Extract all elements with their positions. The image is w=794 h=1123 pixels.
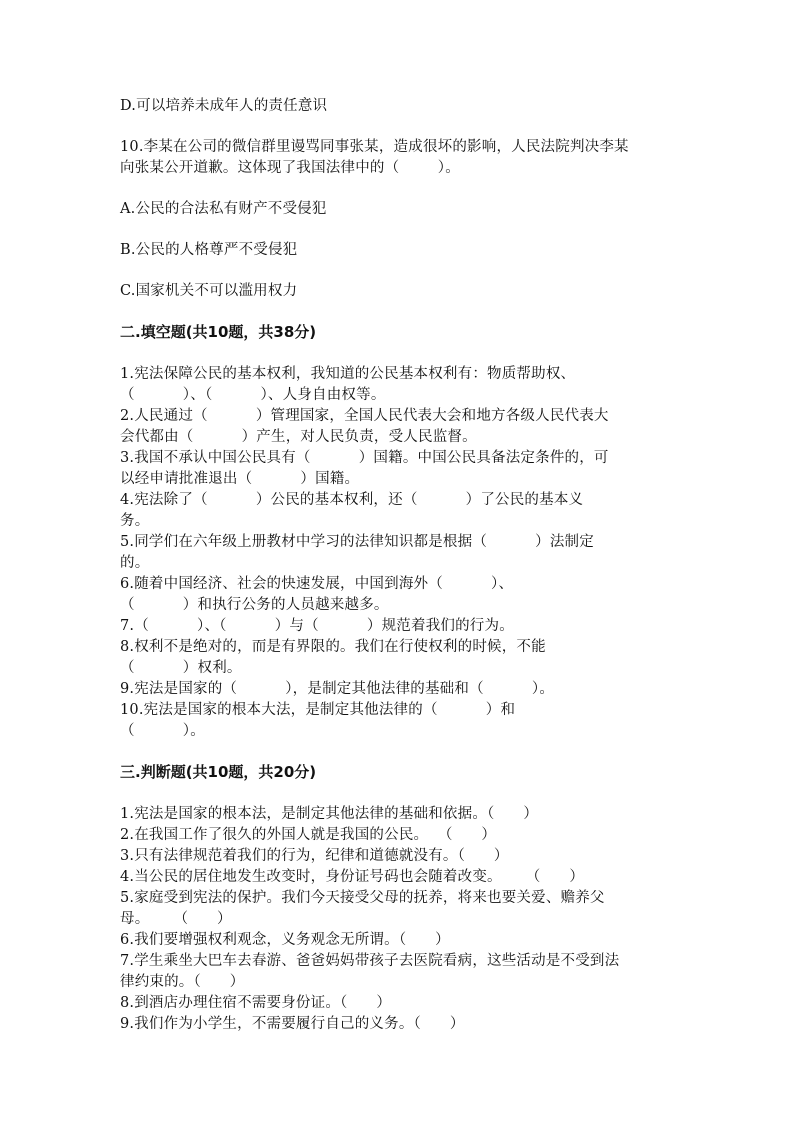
judge-line: 7.学生乘坐大巴车去春游、爸爸妈妈带孩子去医院看病，这些活动是不受到法 — [120, 953, 620, 969]
q9-option-d: D.可以培养未成年人的责任意识 — [120, 98, 328, 114]
section2-questions — [120, 364, 680, 742]
judge-line: 9.我们作为小学生，不需要履行自己的义务。（ ） — [120, 1016, 465, 1032]
q10-option-c: C.国家机关不可以滥用权力 — [120, 283, 298, 299]
q10-stem-line2: 向张某公开道歉。这体现了我国法律中的（ ）。 — [120, 160, 460, 176]
q10-option-b: B.公民的人格尊严不受侵犯 — [120, 242, 298, 258]
fill-line: 6.随着中国经济、社会的快速发展，中国到海外（ ）、 — [120, 576, 514, 592]
judge-line: 母。 （ ） — [120, 911, 232, 927]
judge-line: 6.我们要增强权利观念，义务观念无所谓。（ ） — [120, 932, 450, 948]
fill-line: （ ）和执行公务的人员越来越多。 — [120, 597, 389, 613]
section3-questions — [120, 804, 680, 1035]
judge-line: 3.只有法律规范着我们的行为，纪律和道德就没有。（ ） — [120, 848, 509, 864]
q10-option-a: A.公民的合法私有财产不受侵犯 — [120, 201, 327, 217]
q10-stem-line1: 10.李某在公司的微信群里谩骂同事张某，造成很坏的影响，人民法院判决李某 — [120, 139, 629, 155]
fill-line: 5.同学们在六年级上册教材中学习的法律知识都是根据（ ）法制定 — [120, 534, 594, 550]
judge-line: 5.家庭受到宪法的保护。我们今天接受父母的抚养，将来也要关爱、赡养父 — [120, 890, 605, 906]
exam-page — [120, 96, 680, 1035]
fill-line: 务。 — [120, 513, 150, 529]
fill-line: 7.（ ）、（ ）与（ ）规范着我们的行为。 — [120, 618, 514, 634]
fill-line: 以经申请批准退出（ ）国籍。 — [120, 471, 360, 487]
fill-line: 会代都由（ ）产生，对人民负责，受人民监督。 — [120, 429, 477, 445]
judge-line: 1.宪法是国家的根本法，是制定其他法律的基础和依据。（ ） — [120, 806, 539, 822]
fill-line: （ ）、（ ）、人身自由权等。 — [120, 387, 386, 403]
judge-line: 2.在我国工作了很久的外国人就是我国的公民。 （ ） — [120, 827, 497, 843]
fill-line: 3.我国不承认中国公民具有（ ）国籍。中国公民具备法定条件的，可 — [120, 450, 609, 466]
judge-line: 律约束的。（ ） — [120, 974, 245, 990]
fill-line: 8.权利不是绝对的，而是有界限的。我们在行使权利的时候，不能 — [120, 639, 546, 655]
fill-line: 2.人民通过（ ）管理国家，全国人民代表大会和地方各级人民代表大 — [120, 408, 609, 424]
judge-line: 8.到酒店办理住宿不需要身份证。（ ） — [120, 995, 392, 1011]
fill-line: 9.宪法是国家的（ ），是制定其他法律的基础和（ ）。 — [120, 681, 555, 697]
fill-line: （ ）权利。 — [120, 660, 242, 676]
section2-title: 二.填空题(共10题，共38分) — [120, 323, 317, 341]
judge-line: 4.当公民的居住地发生改变时，身份证号码也会随着改变。 （ ） — [120, 869, 585, 885]
section3-title: 三.判断题(共10题，共20分) — [120, 763, 317, 781]
fill-line: （ ）。 — [120, 723, 205, 739]
fill-line: 10.宪法是国家的根本大法，是制定其他法律的（ ）和 — [120, 702, 516, 718]
fill-line: 1.宪法保障公民的基本权利，我知道的公民基本权利有：物质帮助权、 — [120, 366, 576, 382]
fill-line: 的。 — [120, 555, 150, 571]
fill-line: 4.宪法除了（ ）公民的基本权利，还（ ）了公民的基本义 — [120, 492, 584, 508]
